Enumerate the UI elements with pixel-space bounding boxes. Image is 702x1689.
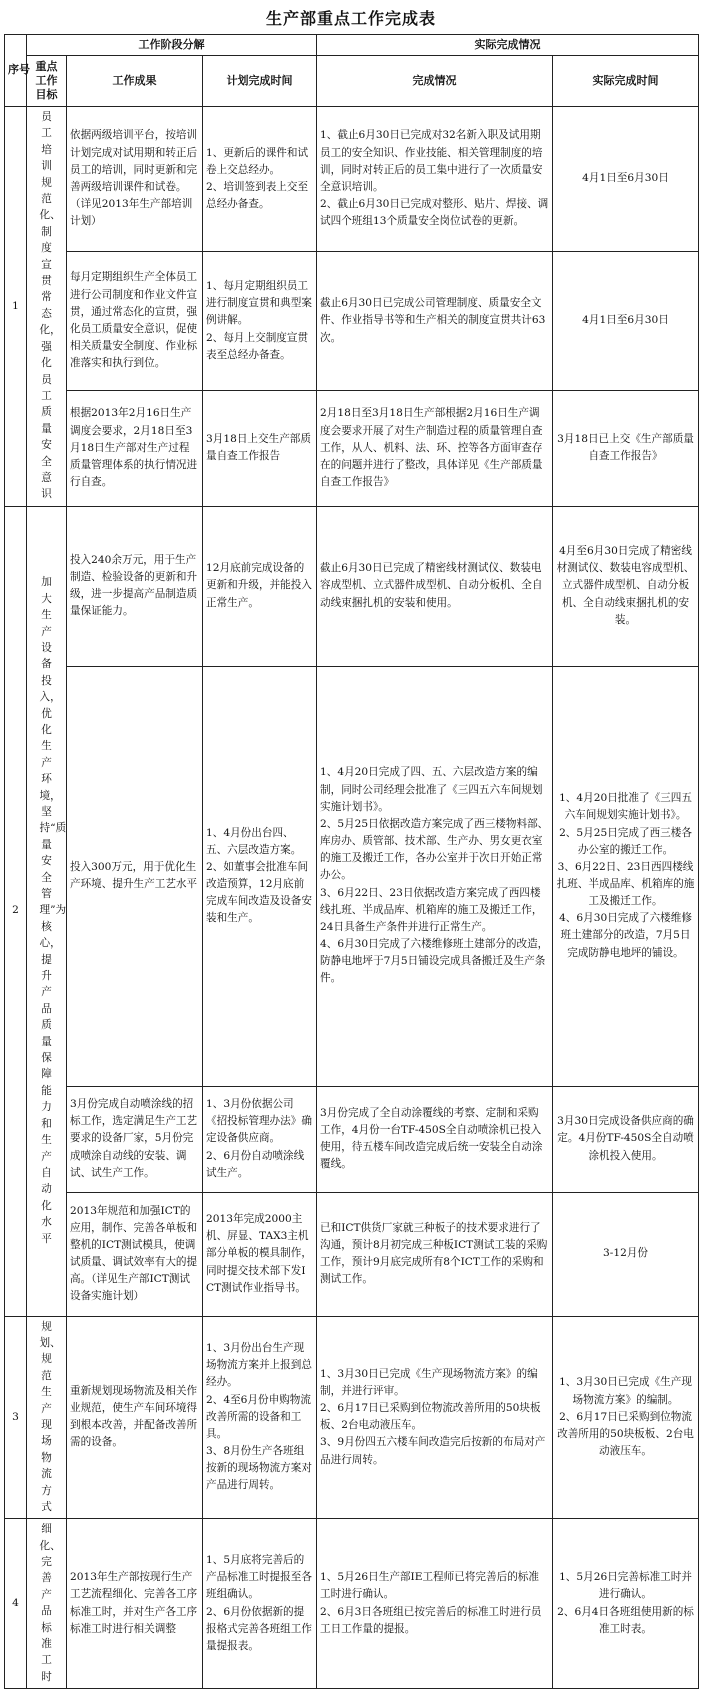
table-row bbox=[5, 506, 699, 666]
table-row bbox=[5, 1316, 699, 1519]
table-row bbox=[5, 391, 699, 506]
cell-status: 2月18日至3月18日生产部根据2月16日生产调度会要求开展了对生产制造过程的质量管理自查工作，从人、机料、法、环、控等各方面审查存在的问题并进行了整改，具体详见《生产部质量自查工作报告》 bbox=[317, 391, 553, 506]
cell-plan-time: 12月底前完成设备的更新和升级，并能投入正常生产。 bbox=[203, 506, 317, 666]
section-seq: 2 bbox=[5, 506, 27, 1316]
section-target bbox=[27, 1519, 67, 1689]
section-target bbox=[27, 107, 67, 507]
cell-actual-time: 1、4月20日批准了《三四五六车间规划实施计划书》。 2、5月25日完成了西三楼各办公室的搬迁工作。 3、6月22日、23日西四楼线扎班、半成品库、机箱库的施工及搬迁工作。 4、6月30日完成了六楼维修班土建部分的改造，7月5日完成防静电地坪的铺设。 bbox=[553, 666, 699, 1086]
cell-result: 依据两级培训平台，按培训计划完成对试用期和转正后员工的培训，同时更新和完善两级培训课件和试卷。（详见2013年生产部培训计划） bbox=[67, 107, 203, 252]
header-group-actual: 实际完成情况 bbox=[317, 35, 699, 56]
cell-actual-time: 1、5月26日完善标准工时并进行确认。 2、6月4日各班组使用新的标准工时表。 bbox=[553, 1519, 699, 1689]
section-target bbox=[27, 506, 67, 1316]
cell-status: 已和ICT供货厂家就三种板子的技术要求进行了沟通，预计8月初完成三种板ICT测试工装的采购工作，预计9月底完成所有8个ICT工作的采购和测试工作。 bbox=[317, 1192, 553, 1316]
cell-plan-time: 1、4月份出台四、五、六层改造方案。 2、如董事会批准车间改造预算，12月底前完成车间改造及设备安装和生产。 bbox=[203, 666, 317, 1086]
cell-status: 1、3月30日已完成《生产现场物流方案》的编制，并进行评审。 2、6月17日已采购到位物流改善所用的50块板板、2台电动液压车。 3、9月份四五六楼车间改造完后按新的布局对产品进行周转。 bbox=[317, 1316, 553, 1519]
cell-status: 1、4月20日完成了四、五、六层改造方案的编制，同时公司经理会批准了《三四五六车间规划实施计划书》。 2、5月25日依据改造方案完成了西三楼物料部、库房办、质管部、技术部、生产办、男女更衣室的施工及搬迁工作，各办公室并于次日开始正常办公。 3、6月22日、23日依据改造方案完成了西四楼线扎班、半成品库、机箱库的施工及搬迁工作，24日具备生产条件并进行正常生产。 4、6月30日完成了六楼维修班土建部分的改造，防静电地坪于7月5日铺设完成具备搬迁及生产条件。 bbox=[317, 666, 553, 1086]
section-target-text: 加大生产设备投入，优化生产环境，坚持“质量安全管理”为核心，提升产品质量保障能力和生产自动化水平 bbox=[39, 576, 67, 1245]
cell-status: 3月份完成了全自动涂覆线的考察、定制和采购工作，4月份一台TF-450S全自动喷涂机已投入使用，待五楼车间改造完成后统一安装全自动涂覆线。 bbox=[317, 1086, 553, 1192]
cell-result: 每月定期组织生产全体员工进行公司制度和作业文件宣贯，通过常态化的宣贯，强化员工质量安全意识，促使相关质量安全制度、作业标准落实和执行到位。 bbox=[67, 251, 203, 390]
cell-result: 2013年生产部按现行生产工艺流程细化、完善各工序标准工时，并对生产各工序标准工时进行相关调整 bbox=[67, 1519, 203, 1689]
cell-plan-time: 3月18日上交生产部质量自查工作报告 bbox=[203, 391, 317, 506]
section-target-text: 细化、完善产品标准工时 bbox=[39, 1523, 61, 1683]
table-row bbox=[5, 107, 699, 252]
cell-actual-time: 4月至6月30日完成了精密线材测试仪、数装电容成型机、立式器件成型机、自动分板机、全自动线束捆扎机的安装。 bbox=[553, 506, 699, 666]
cell-result: 根据2013年2月16日生产调度会要求，2月18日至3月18日生产部对生产过程质量管理体系的执行情况进行自查。 bbox=[67, 391, 203, 506]
cell-plan-time: 1、3月份依据公司《招投标管理办法》确定设备供应商。 2、6月份自动喷涂线试生产。 bbox=[203, 1086, 317, 1192]
header-actual-time: 实际完成时间 bbox=[553, 56, 699, 107]
section-target-text: 员工培训规范化、制度宣贯常态化，强化员工质量安全意识 bbox=[39, 111, 61, 501]
work-completion-table bbox=[4, 34, 699, 1689]
table-row bbox=[5, 1519, 699, 1689]
header-seq: 序号 bbox=[5, 35, 27, 107]
cell-actual-time: 3月18日已上交《生产部质量自查工作报告》 bbox=[553, 391, 699, 506]
cell-result: 重新规划现场物流及相关作业规范，使生产车间环境得到根本改善，并配备改善所需的设备。 bbox=[67, 1316, 203, 1519]
cell-actual-time: 4月1日至6月30日 bbox=[553, 251, 699, 390]
cell-actual-time: 4月1日至6月30日 bbox=[553, 107, 699, 252]
cell-status: 1、5月26日生产部IE工程师已将完善后的标准工时进行确认。 2、6月3日各班组已按完善后的标准工时进行员工日工作量的提报。 bbox=[317, 1519, 553, 1689]
cell-result: 2013年规范和加强ICT的应用，制作、完善各单板和整机的ICT测试模具，使调试质量、调试效率有大的提高。（详见生产部ICT测试设备实施计划） bbox=[67, 1192, 203, 1316]
cell-result: 3月份完成自动喷涂线的招标工作，选定满足生产工艺要求的设备厂家，5月份完成喷涂自动线的安装、调试、试生产工作。 bbox=[67, 1086, 203, 1192]
header-result: 工作成果 bbox=[67, 56, 203, 107]
cell-actual-time: 3-12月份 bbox=[553, 1192, 699, 1316]
header-plan-time: 计划完成时间 bbox=[203, 56, 317, 107]
header-status: 完成情况 bbox=[317, 56, 553, 107]
cell-plan-time: 1、更新后的课件和试卷上交总经办。 2、培训签到表上交至总经办备查。 bbox=[203, 107, 317, 252]
table-row bbox=[5, 666, 699, 1086]
cell-actual-time: 3月30日完成设备供应商的确定。4月份TF-450S全自动喷涂机投入使用。 bbox=[553, 1086, 699, 1192]
page-title: 生产部重点工作完成表 bbox=[265, 9, 436, 28]
header-group-decomposition: 工作阶段分解 bbox=[27, 35, 317, 56]
cell-status: 1、截止6月30日已完成对32名新入职及试用期员工的安全知识、作业技能、相关管理制度的培训，同时对转正后的员工集中进行了一次质量安全意识培训。 2、截止6月30日已完成对整形、贴片、焊接、调试四个班组13个质量安全岗位试卷的更新。 bbox=[317, 107, 553, 252]
section-target-text: 规划、规范生产现场物流方式 bbox=[39, 1320, 61, 1513]
cell-result: 投入300万元，用于优化生产环境、提升生产工艺水平 bbox=[67, 666, 203, 1086]
section-seq: 1 bbox=[5, 107, 27, 507]
cell-plan-time: 1、3月份出台生产现场物流方案并上报到总经办。 2、4至6月份申购物流改善所需的设备和工具。 3、8月份生产各班组按新的现场物流方案对产品进行周转。 bbox=[203, 1316, 317, 1519]
cell-actual-time: 1、3月30日已完成《生产现场物流方案》的编制。 2、6月17日已采购到位物流改善所用的50块板板、2台电动液压车。 bbox=[553, 1316, 699, 1519]
section-seq: 3 bbox=[5, 1316, 27, 1519]
table-row bbox=[5, 1192, 699, 1316]
table-body bbox=[5, 107, 699, 1689]
table-row bbox=[5, 251, 699, 390]
section-target bbox=[27, 1316, 67, 1519]
cell-plan-time: 1、5月底将完善后的产品标准工时提报至各班组确认。 2、6月份依据新的提报格式完善各班组工作量提报表。 bbox=[203, 1519, 317, 1689]
cell-plan-time: 2013年完成2000主机、屏显、TAX3主机部分单板的模具制作，同时提交技术部下发ICT测试作业指导书。 bbox=[203, 1192, 317, 1316]
cell-status: 截止6月30日已完成公司管理制度、质量安全文件、作业指导书等和生产相关的制度宣贯共计63次。 bbox=[317, 251, 553, 390]
cell-result: 投入240余万元，用于生产制造、检验设备的更新和升级，进一步提高产品制造质量保证能力。 bbox=[67, 506, 203, 666]
header-target: 重点工作目标 bbox=[27, 56, 67, 107]
table-row bbox=[5, 1086, 699, 1192]
section-seq: 4 bbox=[5, 1519, 27, 1689]
cell-plan-time: 1、每月定期组织员工进行制度宣贯和典型案例讲解。 2、每月上交制度宣贯表至总经办备查。 bbox=[203, 251, 317, 390]
cell-status: 截止6月30日已完成了精密线材测试仪、数装电容成型机、立式器件成型机、自动分板机、全自动线束捆扎机的安装和使用。 bbox=[317, 506, 553, 666]
